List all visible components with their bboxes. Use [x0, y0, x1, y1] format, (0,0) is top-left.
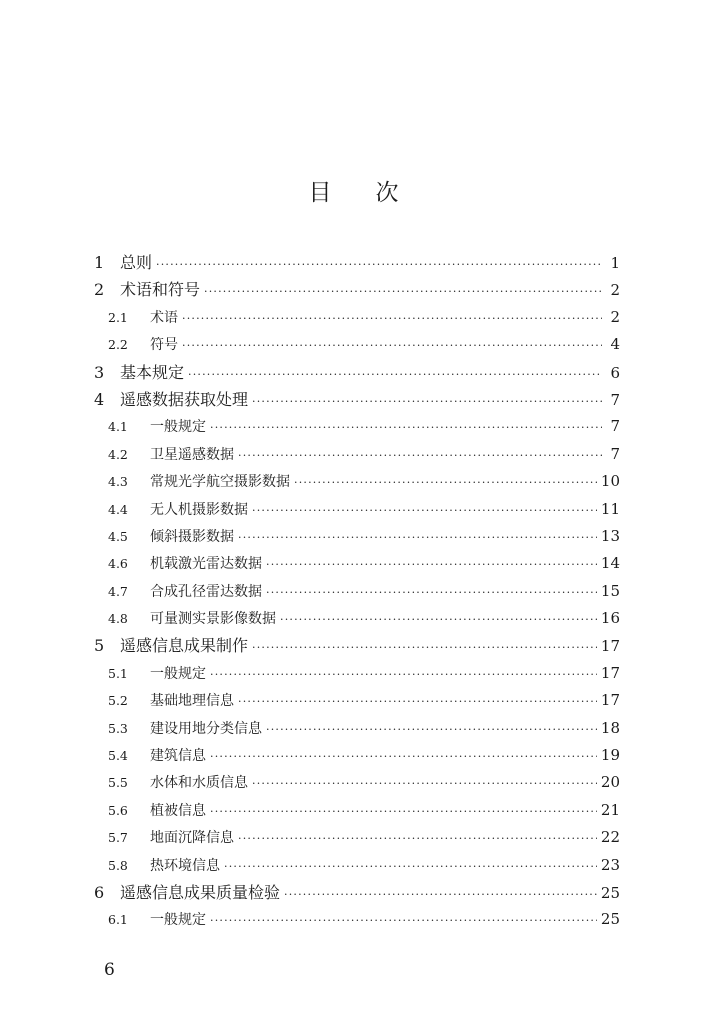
toc-dot-leader [238, 825, 597, 851]
toc-entry-number: 2 [94, 280, 105, 300]
toc-dot-leader [210, 414, 602, 440]
footer-page-number: 6 [104, 960, 115, 980]
toc-entry-number: 1 [94, 253, 105, 272]
toc-dot-leader [224, 853, 597, 879]
toc-entry-number: 3 [94, 362, 105, 382]
toc-dot-leader [284, 881, 597, 906]
toc-dot-leader [156, 251, 602, 276]
toc-dot-leader [266, 551, 597, 577]
toc-section-row[interactable] [90, 715, 620, 742]
toc-entry-label: 基础地理信息 [150, 693, 234, 710]
toc-entry-page: 19 [600, 746, 620, 765]
toc-entry-label: 遥感信息成果质量检验 [120, 882, 281, 902]
toc-section-row[interactable] [90, 578, 620, 605]
toc-entry-label: 符号 [150, 337, 178, 354]
toc-section-row[interactable] [90, 523, 620, 550]
toc-entry-page: 15 [600, 581, 620, 600]
toc-dot-leader [210, 743, 597, 769]
toc-entry-label: 机载激光雷达数据 [150, 556, 262, 573]
toc-chapter-row[interactable] [90, 386, 620, 413]
toc-section-row[interactable] [90, 304, 620, 331]
table-of-contents [90, 249, 620, 934]
toc-entry-label: 基本规定 [120, 362, 185, 382]
toc-entry-label: 一般规定 [150, 419, 206, 436]
toc-section-row[interactable] [90, 468, 620, 495]
toc-section-row[interactable] [90, 906, 620, 933]
toc-entry-page: 17 [600, 663, 620, 682]
toc-section-row[interactable] [90, 852, 620, 879]
toc-entry-page: 6 [610, 363, 620, 382]
toc-entry-label: 热环境信息 [150, 857, 220, 874]
toc-section-row[interactable] [90, 413, 620, 440]
toc-dot-leader [252, 388, 602, 413]
toc-entry-number: 5.8 [108, 857, 128, 873]
toc-section-row[interactable] [90, 687, 620, 714]
toc-dot-leader [252, 634, 597, 659]
toc-chapter-row[interactable] [90, 276, 620, 303]
toc-dot-leader [182, 305, 602, 331]
title-char-2: 次 [375, 180, 399, 206]
toc-entry-number: 5.1 [108, 665, 128, 681]
toc-entry-label: 遥感数据获取处理 [120, 389, 249, 409]
toc-entry-page: 14 [600, 554, 620, 573]
toc-dot-leader [238, 524, 597, 550]
title-char-1: 目 [308, 180, 332, 206]
toc-entry-number: 4.8 [108, 611, 128, 627]
toc-entry-label: 无人机摄影数据 [150, 501, 248, 518]
toc-dot-leader [188, 361, 602, 386]
toc-entry-label: 遥感信息成果制作 [120, 636, 249, 656]
toc-entry-page: 18 [600, 718, 620, 737]
toc-entry-page: 25 [600, 883, 620, 902]
toc-chapter-row[interactable] [90, 249, 620, 276]
toc-entry-number: 4.3 [108, 474, 128, 490]
toc-entry-label: 合成孔径雷达数据 [150, 583, 262, 600]
toc-entry-page: 13 [600, 526, 620, 545]
toc-entry-page: 21 [600, 800, 620, 819]
toc-entry-label: 术语 [150, 309, 178, 326]
toc-chapter-row[interactable] [90, 359, 620, 386]
toc-entry-number: 4.5 [108, 528, 128, 544]
toc-entry-label: 建筑信息 [150, 748, 206, 765]
toc-entry-page: 20 [600, 773, 620, 792]
toc-entry-label: 倾斜摄影数据 [150, 528, 234, 545]
toc-dot-leader [238, 688, 597, 714]
toc-entry-number: 5.5 [108, 775, 128, 791]
toc-entry-label: 水体和水质信息 [150, 775, 248, 792]
toc-section-row[interactable] [90, 496, 620, 523]
toc-entry-number: 4.6 [108, 556, 128, 572]
toc-entry-page: 7 [610, 417, 620, 436]
toc-section-row[interactable] [90, 550, 620, 577]
toc-entry-page: 11 [600, 499, 620, 518]
toc-dot-leader [252, 497, 597, 523]
toc-dot-leader [266, 579, 597, 605]
toc-chapter-row[interactable] [90, 632, 620, 659]
toc-section-row[interactable] [90, 331, 620, 358]
toc-entry-label: 一般规定 [150, 665, 206, 682]
toc-entry-number: 4 [94, 389, 105, 409]
toc-entry-label: 总则 [120, 253, 153, 272]
toc-dot-leader [294, 469, 597, 495]
toc-entry-page: 2 [610, 307, 620, 326]
toc-entry-page: 17 [600, 691, 620, 710]
toc-entry-page: 25 [600, 910, 620, 929]
toc-entry-number: 5.4 [108, 748, 128, 764]
toc-entry-number: 2.2 [108, 337, 128, 353]
toc-entry-label: 术语和符号 [120, 280, 201, 300]
toc-entry-label: 建设用地分类信息 [150, 720, 262, 737]
toc-entry-page: 1 [610, 254, 620, 272]
toc-entry-number: 5 [94, 636, 105, 656]
toc-entry-label: 常规光学航空摄影数据 [150, 474, 290, 491]
toc-dot-leader [204, 278, 602, 303]
toc-dot-leader [210, 661, 597, 687]
toc-entry-page: 23 [600, 855, 620, 874]
toc-dot-leader [210, 798, 597, 824]
toc-entry-page: 10 [600, 472, 620, 491]
toc-entry-number: 4.2 [108, 446, 128, 462]
toc-entry-label: 地面沉降信息 [150, 830, 234, 847]
toc-entry-number: 4.7 [108, 583, 128, 599]
toc-dot-leader [280, 606, 597, 632]
toc-entry-page: 17 [600, 637, 620, 656]
toc-entry-label: 植被信息 [150, 802, 206, 819]
toc-entry-page: 2 [610, 281, 620, 300]
toc-entry-number: 6 [94, 882, 105, 902]
toc-section-row[interactable] [90, 441, 620, 468]
toc-entry-label: 一般规定 [150, 912, 206, 929]
toc-section-row[interactable] [90, 742, 620, 769]
toc-entry-page: 16 [600, 609, 620, 628]
toc-dot-leader [252, 770, 597, 796]
toc-section-row[interactable] [90, 660, 620, 687]
toc-section-row[interactable] [90, 769, 620, 796]
toc-dot-leader [210, 907, 597, 933]
toc-entry-page: 4 [610, 335, 620, 354]
toc-entry-number: 2.1 [108, 309, 128, 325]
toc-entry-page: 7 [610, 444, 620, 463]
toc-dot-leader [182, 332, 602, 358]
toc-entry-number: 5.7 [108, 830, 128, 846]
toc-section-row[interactable] [90, 605, 620, 632]
toc-entry-number: 4.4 [108, 501, 128, 517]
toc-entry-label: 卫星遥感数据 [150, 446, 234, 463]
toc-dot-leader [238, 442, 602, 468]
toc-entry-number: 5.2 [108, 693, 128, 709]
toc-section-row[interactable] [90, 824, 620, 851]
toc-section-row[interactable] [90, 797, 620, 824]
toc-entry-number: 5.3 [108, 720, 128, 736]
toc-entry-number: 6.1 [108, 912, 128, 928]
toc-chapter-row[interactable] [90, 879, 620, 906]
toc-dot-leader [266, 716, 597, 742]
toc-entry-label: 可量测实景影像数据 [150, 611, 276, 628]
toc-entry-number: 5.6 [108, 802, 128, 818]
page-title [0, 178, 707, 208]
toc-entry-number: 4.1 [108, 419, 128, 435]
toc-entry-page: 22 [600, 828, 620, 847]
toc-entry-page: 7 [610, 390, 620, 409]
